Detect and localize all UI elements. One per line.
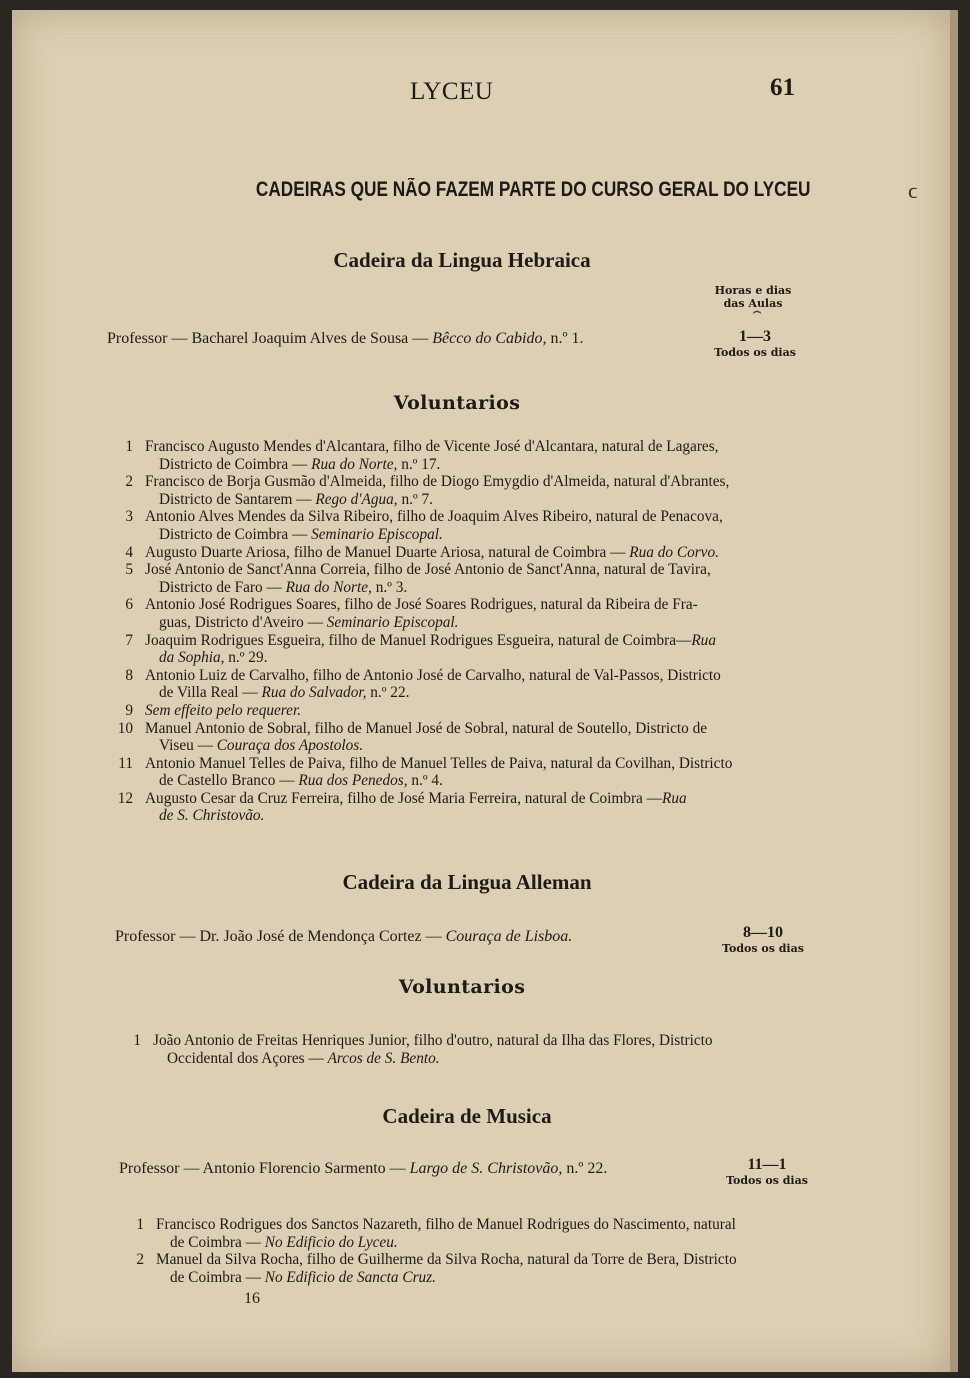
days-label: Todos os dias [722,942,804,955]
list-item [115,667,815,702]
item-text: Augusto Duarte Ariosa, filho de Manuel Duarte Ariosa, natural de Coimbra — [145,543,626,561]
item-tail: n.º 17. [401,455,441,473]
brace-icon: ⏞ [753,310,761,325]
hours-alleman [720,924,806,955]
item-number: 5 [125,561,133,579]
days-label: Todos os dias [714,346,796,359]
section-title-musica: Cadeira de Musica [382,1104,552,1128]
signature-mark: 16 [244,1290,260,1307]
item-tail: n.º 22. [370,684,410,702]
student-list-alleman [123,1032,823,1067]
item-address: Rua [691,631,716,649]
item-text: Antonio Luiz de Carvalho, filho de Antonio José de Carvalho, natural de Val-Passos, Districto [145,666,721,684]
item-tail: n.º 4. [411,772,443,790]
item-address: No Edificio do Lyceu. [264,1233,398,1251]
item-number: 2 [125,473,133,491]
section-title-hebraica: Cadeira da Lingua Hebraica [333,248,591,272]
item-line2: de Coimbra — [170,1233,261,1251]
item-line2: de Villa Real — [159,684,258,702]
voluntarios-heading-2: Voluntarios [398,976,526,998]
hours-head-line2: das Aulas [723,297,783,310]
item-address: Arcos de S. Bento. [327,1049,440,1067]
item-number: 6 [125,596,133,614]
item-number: 1 [125,438,133,455]
item-number: 10 [117,719,133,737]
list-item [126,1251,826,1286]
item-line2: Viseu — [159,737,213,755]
item-number: 12 [117,789,133,807]
student-list-musica [126,1216,826,1286]
running-head: LYCEU [410,78,494,105]
item-text: Augusto Cesar da Cruz Ferreira, filho de José Maria Ferreira, natural de Coimbra — [145,789,662,807]
hours-column-head [712,284,794,310]
voluntarios-heading-1: Voluntarios [393,392,521,414]
item-text: Antonio José Rodrigues Soares, filho de José Soares Rodrigues, natural da Ribeira de Fra- [145,596,698,614]
page-number: 61 [770,74,795,101]
professor-address: Largo de S. Christovão, [409,1160,563,1177]
item-address: Rua do Corvo. [629,543,719,561]
item-text: Joaquim Rodrigues Esgueira, filho de Manuel Rodrigues Esgueira, natural de Coimbra— [145,631,692,649]
list-item [115,438,815,473]
item-number: 8 [125,666,133,684]
item-address: Rua [661,789,687,807]
hours-hebraica [712,328,798,359]
section-title-alleman: Cadeira da Lingua Alleman [342,870,592,894]
item-line2: Occidental dos Açores — [167,1049,324,1067]
item-text: Manuel Antonio de Sobral, filho de Manuel José de Sobral, natural de Soutello, Districto de [145,719,708,737]
item-text: Antonio Alves Mendes da Silva Ribeiro, filho de Joaquim Alves Ribeiro, natural de Penacova, [145,508,723,526]
item-address: Seminario Episcopal. [311,525,443,543]
item-tail: n.º 3. [375,578,408,596]
list-item [115,632,815,667]
professor-address: Bêcco do Cabido, [432,330,547,347]
list-item [115,702,815,720]
item-line2: Districto de Faro — [159,578,282,596]
professor-name: Professor — Dr. João José de Mendonça Cortez — [115,928,442,945]
student-list-hebraica [115,438,815,825]
professor-alleman [115,928,572,946]
item-line2: de Castello Branco — [159,772,295,790]
book-page [12,10,958,1372]
professor-number: n.º 1. [550,330,584,347]
item-line2: Districto de Santarem — [159,490,312,508]
item-number: 2 [136,1251,144,1269]
professor-number: n.º 22. [566,1160,608,1177]
hours-musica [724,1156,810,1187]
item-note: Sem effeito pelo requerer. [145,701,302,719]
list-item [115,473,815,508]
item-address: Rua do Salvador, [261,684,367,702]
hours-head-line1: Horas e dias [714,284,792,297]
item-address: Rua dos Penedos, [298,772,408,790]
hours-value: 8—10 [743,924,783,941]
item-number: 3 [125,508,133,526]
item-text: Antonio Manuel Telles de Paiva, filho de Manuel Telles de Paiva, natural da Covilhan, Districto [145,754,733,772]
item-text: Manuel da Silva Rocha, filho de Guilherme da Silva Rocha, natural da Torre de Bera, Districto [156,1251,737,1269]
item-address: No Edificio de Sancta Cruz. [264,1268,436,1286]
item-line2: guas, Districto d'Aveiro — [159,613,323,631]
item-number: 4 [125,543,133,561]
item-line2: Districto de Coimbra — [159,525,308,543]
item-number: 7 [125,631,133,649]
professor-musica [119,1160,607,1178]
professor-name: Professor — Bacharel Joaquim Alves de Sousa — [107,330,429,347]
item-address: Rego d'Agua, [315,490,398,508]
item-address: Couraça dos Apostolos. [216,737,364,755]
list-item [126,1216,826,1251]
item-address-cont: de S. Christovão. [159,807,265,825]
item-address: Rua do Norte, [311,455,398,473]
list-item [123,1032,823,1067]
list-item [115,596,815,631]
item-number: 1 [133,1032,141,1049]
item-address: Rua do Norte, [285,578,372,596]
hours-value: 1—3 [739,328,771,345]
hours-value: 11—1 [747,1156,787,1173]
item-address-cont: da Sophia, [159,649,225,667]
list-item [115,720,815,755]
professor-address: Couraça de Lisboa. [445,928,573,945]
item-line2: Districto de Coimbra — [159,455,308,473]
item-text: Francisco Rodrigues dos Sanctos Nazareth, filho de Manuel Rodrigues do Nascimento, natural [156,1216,736,1233]
list-item [115,755,815,790]
list-item [115,790,815,825]
main-title: CADEIRAS QUE NÃO FAZEM PARTE DO CURSO GERAL DO LYCEU [255,178,811,201]
item-line2: de Coimbra — [170,1268,261,1286]
item-number: 11 [118,754,133,772]
professor-hebraica [107,330,583,348]
days-label: Todos os dias [726,1174,808,1187]
margin-mark: ϲ [908,178,918,203]
item-number: 1 [136,1216,144,1233]
item-address: Seminario Episcopal. [326,613,459,631]
item-text: José Antonio de Sanct'Anna Correia, filho de José Antonio de Sanct'Anna, natural de Tavira, [145,561,711,579]
professor-name: Professor — Antonio Florencio Sarmento — [119,1160,406,1177]
list-item [115,544,815,562]
item-text: João Antonio de Freitas Henriques Junior, filho d'outro, natural da Ilha das Flores, Districto [153,1032,713,1049]
item-number: 9 [125,701,133,719]
item-text: Francisco de Borja Gusmão d'Almeida, filho de Diogo Emygdio d'Almeida, natural d'Abrantes, [145,473,730,491]
item-tail: n.º 7. [401,490,433,508]
item-text: Francisco Augusto Mendes d'Alcantara, filho de Vicente José d'Alcantara, natural de Lagares, [145,438,719,455]
list-item [115,508,815,543]
list-item [115,561,815,596]
item-tail: n.º 29. [228,649,268,667]
